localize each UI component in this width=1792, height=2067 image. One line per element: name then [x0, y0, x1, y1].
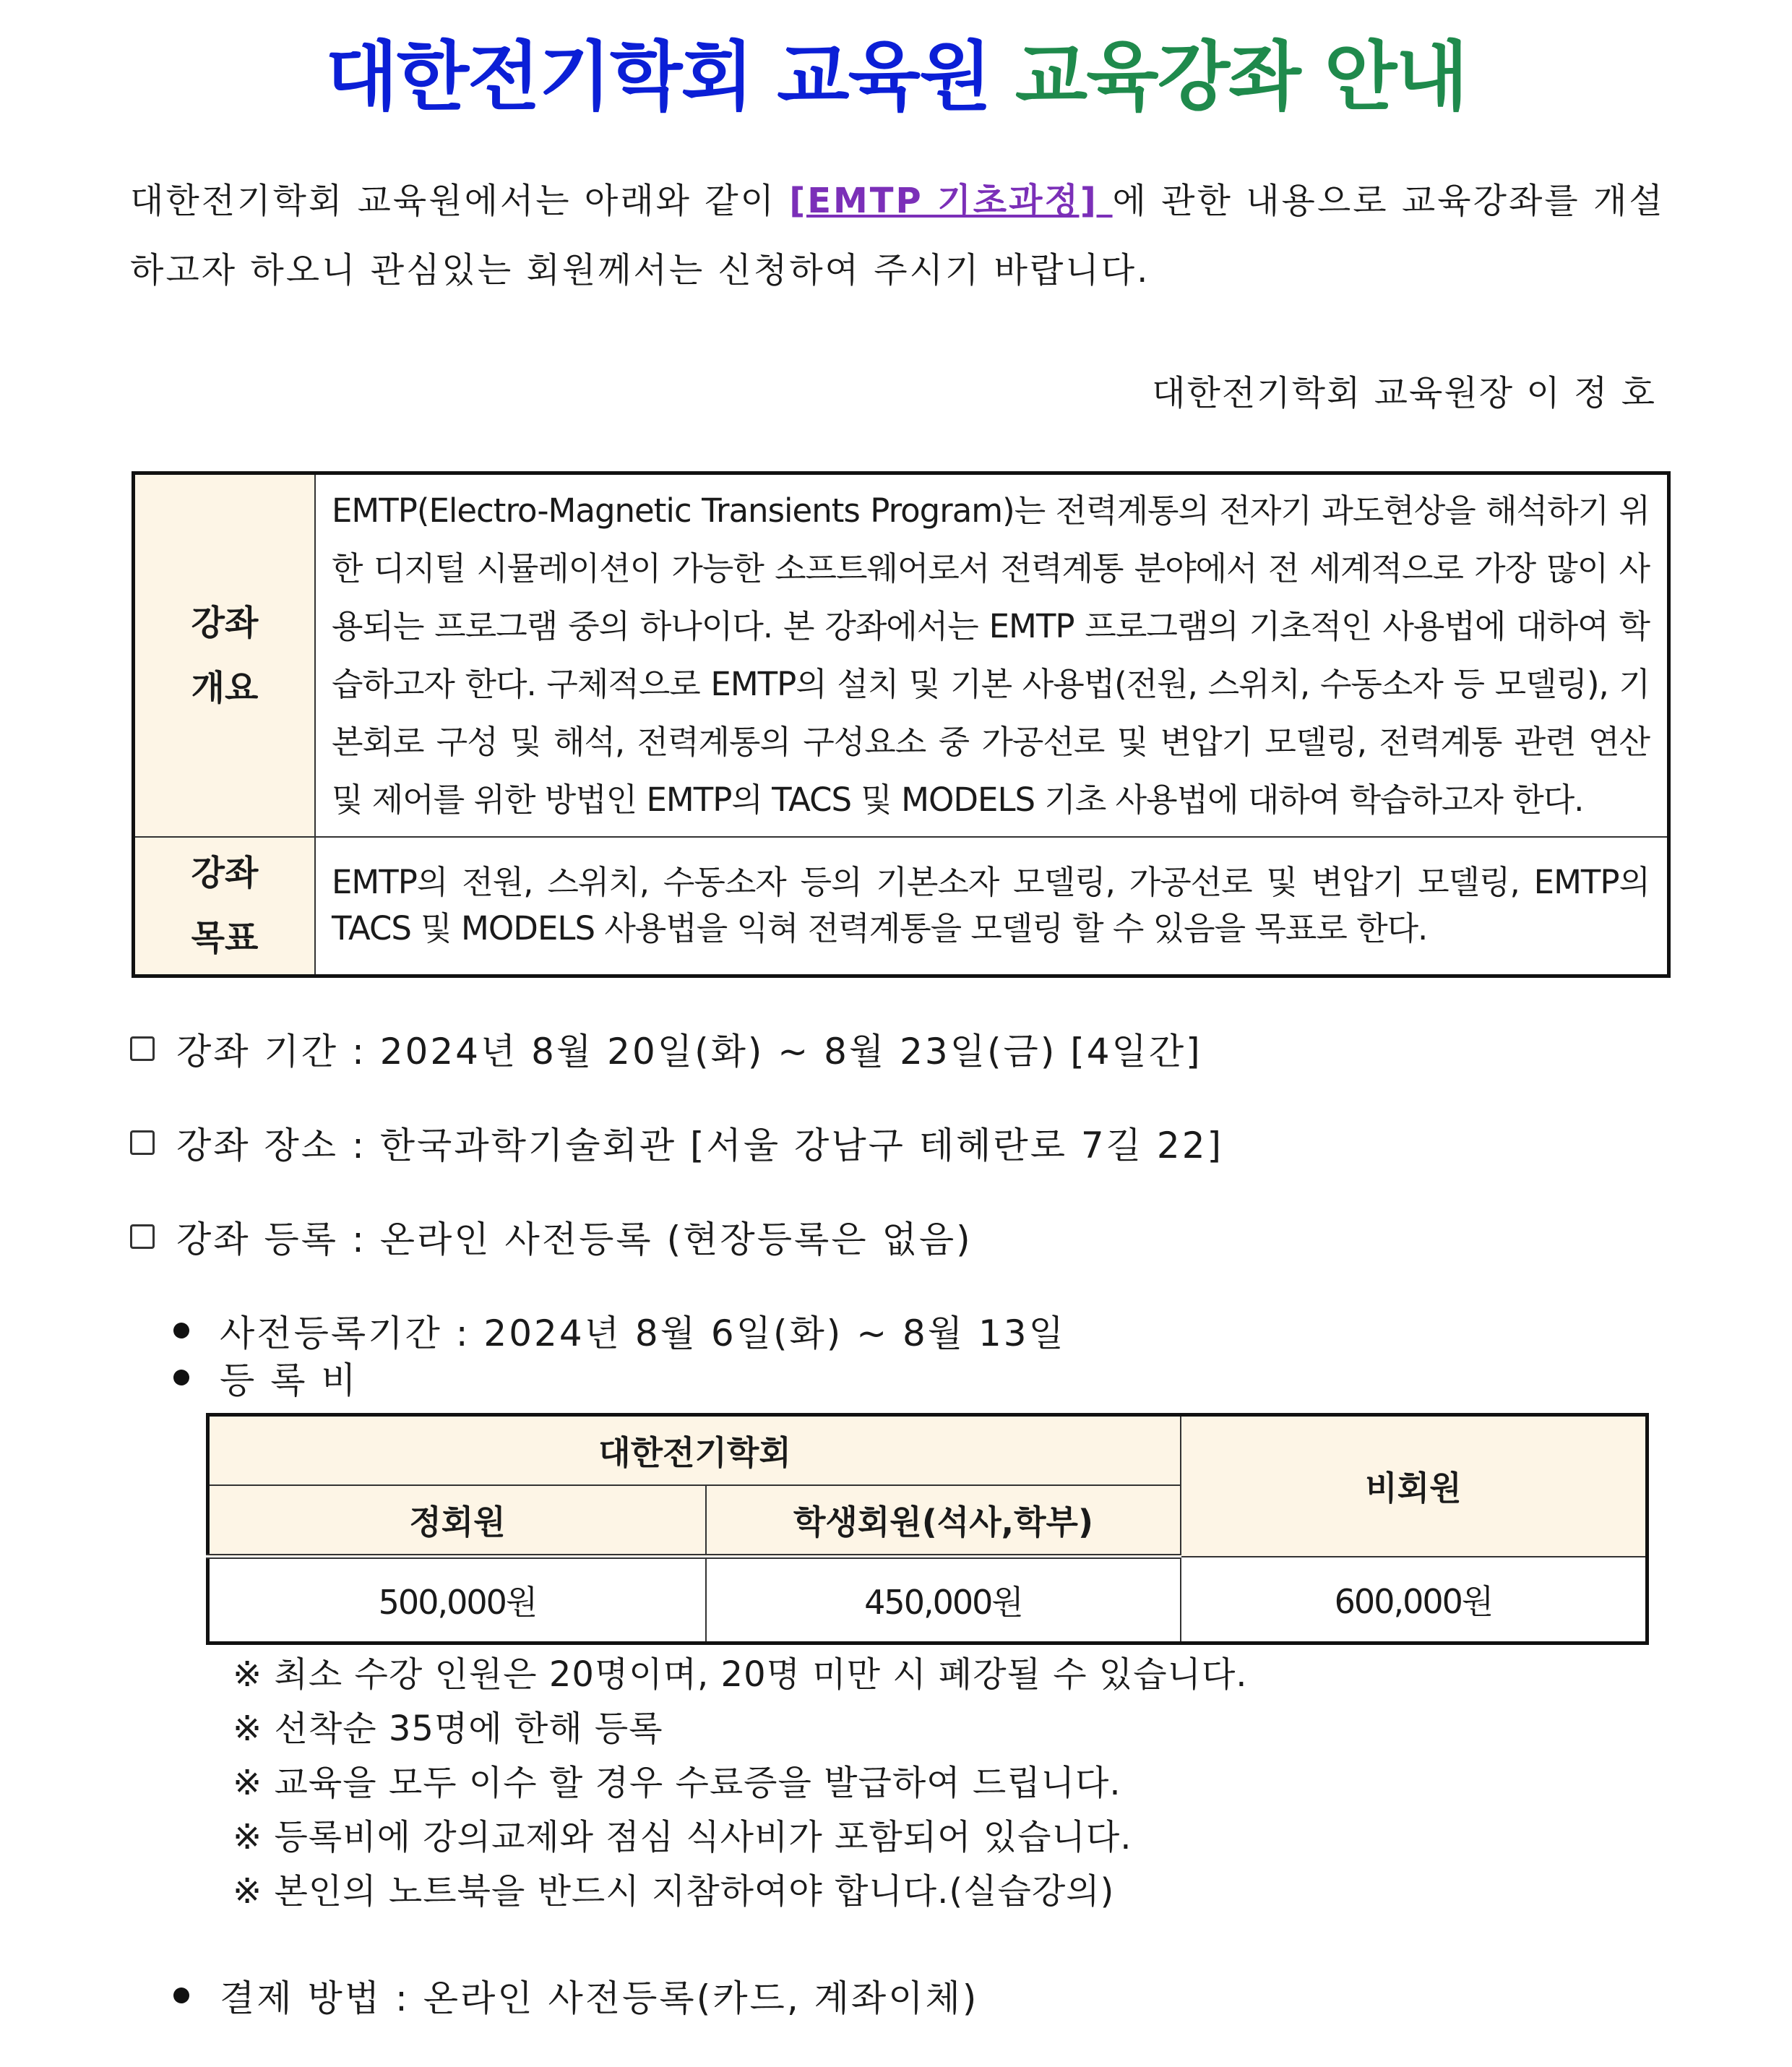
intro-paragraph — [130, 166, 1676, 305]
fee-student: 450,000원 — [706, 1557, 1181, 1643]
course-place: 강좌 장소 : 한국과학기술회관 [서울 강남구 테헤란로 7길 22] — [130, 1117, 1223, 1169]
checkbox-icon — [130, 1224, 155, 1249]
title-part-1: 대한전기학회 교육원 — [325, 33, 991, 121]
pre-registration-period: 사전등록기간 : 2024년 8월 6일(화) ~ 8월 13일 — [173, 1305, 1066, 1357]
fee-table — [206, 1413, 1649, 1645]
fee-values-row — [208, 1557, 1647, 1643]
fee-header-row-1 — [208, 1415, 1647, 1486]
fee-header-regular: 정회원 — [208, 1485, 707, 1557]
fee-header-society: 대한전기학회 — [208, 1415, 1181, 1486]
payment-method: 결제 방법 : 온라인 사전등록(카드, 계좌이체) — [173, 1969, 978, 2021]
bullet-icon — [173, 1988, 189, 2003]
note-item: ※ 본인의 노트북을 반드시 지참하여야 합니다.(실습강의) — [233, 1871, 1115, 1912]
overview-label-summary: 강좌 개요 — [134, 473, 316, 838]
note-item: ※ 선착순 35명에 한해 등록 — [233, 1709, 663, 1749]
intro-before: 대한전기학회 교육원에서는 아래와 같이 — [130, 181, 790, 221]
overview-summary-text: EMTP(Electro-Magnetic Transients Program)는 전력계통의 전자기 과도현상을 해석하기 위한 디지털 시뮬레이션이 가능한 소프트웨어로서 전력계통 분야에서 전 세계적으로 가장 많이 사용되는 프로그램 중의 하나이다. 본 강좌에서는 EMTP 프로그램의 기초적인 사용법에 대하여 학습하고자 한다. 구체적으로 EMTP의 설치 및 기본 사용법(전원, 스위치, 수동소자 등 모델링), 기본회로 구성 및 해석, 전력계통의 구성요소 중 가공선로 및 변압기 모델링, 전력계통 관련 연산 및 제어를 위한 방법인 EMTP의 TACS 및 MODELS 기초 사용법에 대하여 학습하고자 한다. — [315, 473, 1669, 838]
page-title — [0, 16, 1792, 124]
course-period: 강좌 기간 : 2024년 8월 20일(화) ~ 8월 23일(금) [4일간] — [130, 1023, 1202, 1075]
fee-regular: 500,000원 — [208, 1557, 707, 1643]
intro-after: 에 관한 내용으로 교육강좌를 개설하고자 하오니 관심있는 회원께서는 신청하여 주시기 바랍니다. — [130, 181, 1665, 291]
title-part-2: 교육강좌 안내 — [1015, 33, 1467, 121]
course-registration: 강좌 등록 : 온라인 사전등록 (현장등록은 없음) — [130, 1211, 973, 1263]
note-item: ※ 최소 수강 인원은 20명이며, 20명 미만 시 폐강될 수 있습니다. — [233, 1654, 1248, 1695]
checkbox-icon — [130, 1036, 155, 1061]
note-item: ※ 등록비에 강의교제와 점심 식사비가 포함되어 있습니다. — [233, 1817, 1132, 1857]
signer: 대한전기학회 교육원장 이 정 호 — [1152, 373, 1656, 413]
overview-table — [132, 471, 1671, 978]
bullet-icon — [173, 1370, 189, 1385]
overview-row-summary — [134, 473, 1669, 838]
course-name-highlight: [EMTP 기초과정] — [789, 181, 1113, 221]
overview-label-goal: 강좌 목표 — [134, 837, 316, 976]
fee-header-student: 학생회원(석사,학부) — [706, 1485, 1181, 1557]
overview-row-goal — [134, 837, 1669, 976]
fee-header-non-member: 비회원 — [1181, 1415, 1647, 1557]
bullet-icon — [173, 1323, 189, 1338]
overview-goal-text: EMTP의 전원, 스위치, 수동소자 등의 기본소자 모델링, 가공선로 및 변압기 모델링, EMTP의 TACS 및 MODELS 사용법을 익혀 전력계통을 모델링 할 수 있음을 목표로 한다. — [315, 837, 1669, 976]
registration-fee-label: 등 록 비 — [173, 1352, 358, 1404]
checkbox-icon — [130, 1130, 155, 1155]
notes-list — [233, 1648, 1248, 1919]
note-item: ※ 교육을 모두 이수 할 경우 수료증을 발급하여 드립니다. — [233, 1763, 1121, 1803]
fee-non-member: 600,000원 — [1181, 1557, 1647, 1643]
